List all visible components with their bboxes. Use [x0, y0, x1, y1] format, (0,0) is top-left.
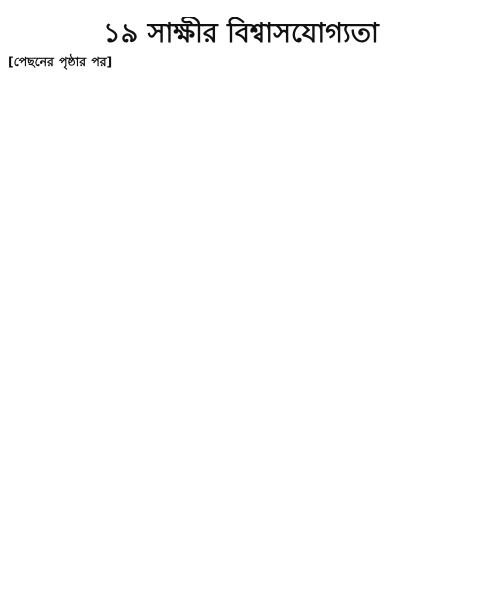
carry-over-line: [8, 0, 474, 16]
article-body: [8, 53, 474, 71]
continuation-label: [পেছনের পৃষ্ঠার পর]: [8, 54, 113, 69]
article-headline: ১৯ সাক্ষীর বিশ্বাসযোগ্যতা: [103, 18, 379, 49]
